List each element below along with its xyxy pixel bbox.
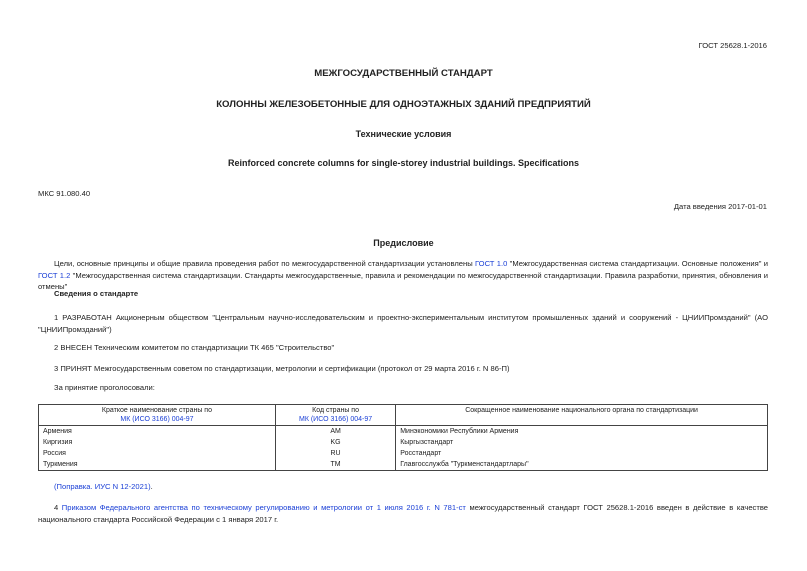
intro-date: Дата введения 2017-01-01 <box>673 202 767 211</box>
item-4-order <box>38 502 768 525</box>
table-row <box>39 448 768 459</box>
voting-countries-table <box>38 404 768 471</box>
country-cell: Туркмения <box>39 459 276 471</box>
page-subtitle: Технические условия <box>355 129 452 139</box>
gost-1-2-link[interactable]: ГОСТ 1.2 <box>38 270 71 280</box>
code-cell: RU <box>275 448 395 459</box>
table-row <box>39 426 768 438</box>
foreword-text-1: Цели, основные принципы и общие правила проведения работ по межгосударственной стандартизации установлены <box>54 259 475 268</box>
standard-type: МЕЖГОСУДАРСТВЕННЫЙ СТАНДАРТ <box>314 68 493 79</box>
mk-iso-link[interactable]: МК (ИСО 3166) 004-97 <box>120 416 194 423</box>
table-header-row <box>39 405 768 426</box>
item-4-number: 4 <box>54 503 62 512</box>
column-header-country-text: Краткое наименование страны по <box>101 407 212 414</box>
column-header-code <box>275 405 395 426</box>
code-cell: KG <box>275 437 395 448</box>
title-english: Reinforced concrete columns for single-storey industrial buildings. Specifications <box>227 158 580 168</box>
amendment-period: . <box>150 482 153 491</box>
foreword-paragraph <box>38 258 768 293</box>
item-2-submitted: 2 ВНЕСЕН Техническим комитетом по стандартизации ТК 465 "Строительство" <box>54 343 335 352</box>
doc-number: ГОСТ 25628.1-2016 <box>698 41 767 50</box>
column-header-country <box>39 405 276 426</box>
country-cell: Россия <box>39 448 276 459</box>
amendment-note <box>38 481 768 493</box>
voted-label: За принятие проголосовали: <box>54 383 155 392</box>
column-header-code-text: Код страны по <box>312 407 359 414</box>
item-4-text: межгосударственный стандарт ГОСТ 25628.1-2016 введен в действие в качестве национального стандарта Российской Федерации с 1 января 2017 г. <box>38 503 768 524</box>
standard-info-heading: Сведения о стандарте <box>54 289 139 298</box>
code-cell: AM <box>275 426 395 438</box>
country-cell: Киргизия <box>39 437 276 448</box>
amendment-link[interactable]: (Поправка. ИУС N 12-2021) <box>54 482 151 491</box>
item-1-developed: 1 РАЗРАБОТАН Акционерным обществом "Центральным научно-исследовательским и проектно-экспериментальным институтом промышленных зданий и сооружений - ЦНИИПромзданий" (АО "ЦНИИПромзданий") <box>38 313 768 334</box>
foreword-text-2: "Межгосударственная система стандартизации. Основные положения" и <box>507 259 768 268</box>
mks-code: МКС 91.080.40 <box>38 189 91 198</box>
gost-1-0-link[interactable]: ГОСТ 1.0 <box>474 259 508 268</box>
body-cell: Росстандарт <box>396 448 768 459</box>
table-row <box>39 437 768 448</box>
page-title: КОЛОННЫ ЖЕЛЕЗОБЕТОННЫЕ ДЛЯ ОДНОЭТАЖНЫХ ЗДАНИЙ ПРЕДПРИЯТИЙ <box>216 99 591 110</box>
table-row <box>39 459 768 471</box>
item-3-adopted: 3 ПРИНЯТ Межгосударственным советом по стандартизации, метрологии и сертификации (протокол от 29 марта 2016 г. N 86-П) <box>54 364 510 373</box>
mk-iso-link[interactable]: МК (ИСО 3166) 004-97 <box>298 416 373 423</box>
code-cell: TM <box>275 459 395 471</box>
order-link[interactable]: Приказом Федерального агентства по техническому регулированию и метрологии от 1 июля 2016 г. N 781-ст <box>61 503 466 512</box>
body-cell: Минэкономики Республики Армения <box>396 426 768 438</box>
foreword-text-3: "Межгосударственная система стандартизации. Стандарты межгосударственные, правила и рекомендации по межгосударственной стандартизации. Правила разработки, принятия, обновления и отмены" <box>38 270 768 291</box>
country-cell: Армения <box>39 426 276 438</box>
column-header-body: Сокращенное наименование национального органа по стандартизации <box>396 405 768 426</box>
body-cell: Кыргызстандарт <box>396 437 768 448</box>
body-cell: Главгосслужба "Туркменстандартлары" <box>396 459 768 471</box>
foreword-heading: Предисловие <box>373 238 434 248</box>
